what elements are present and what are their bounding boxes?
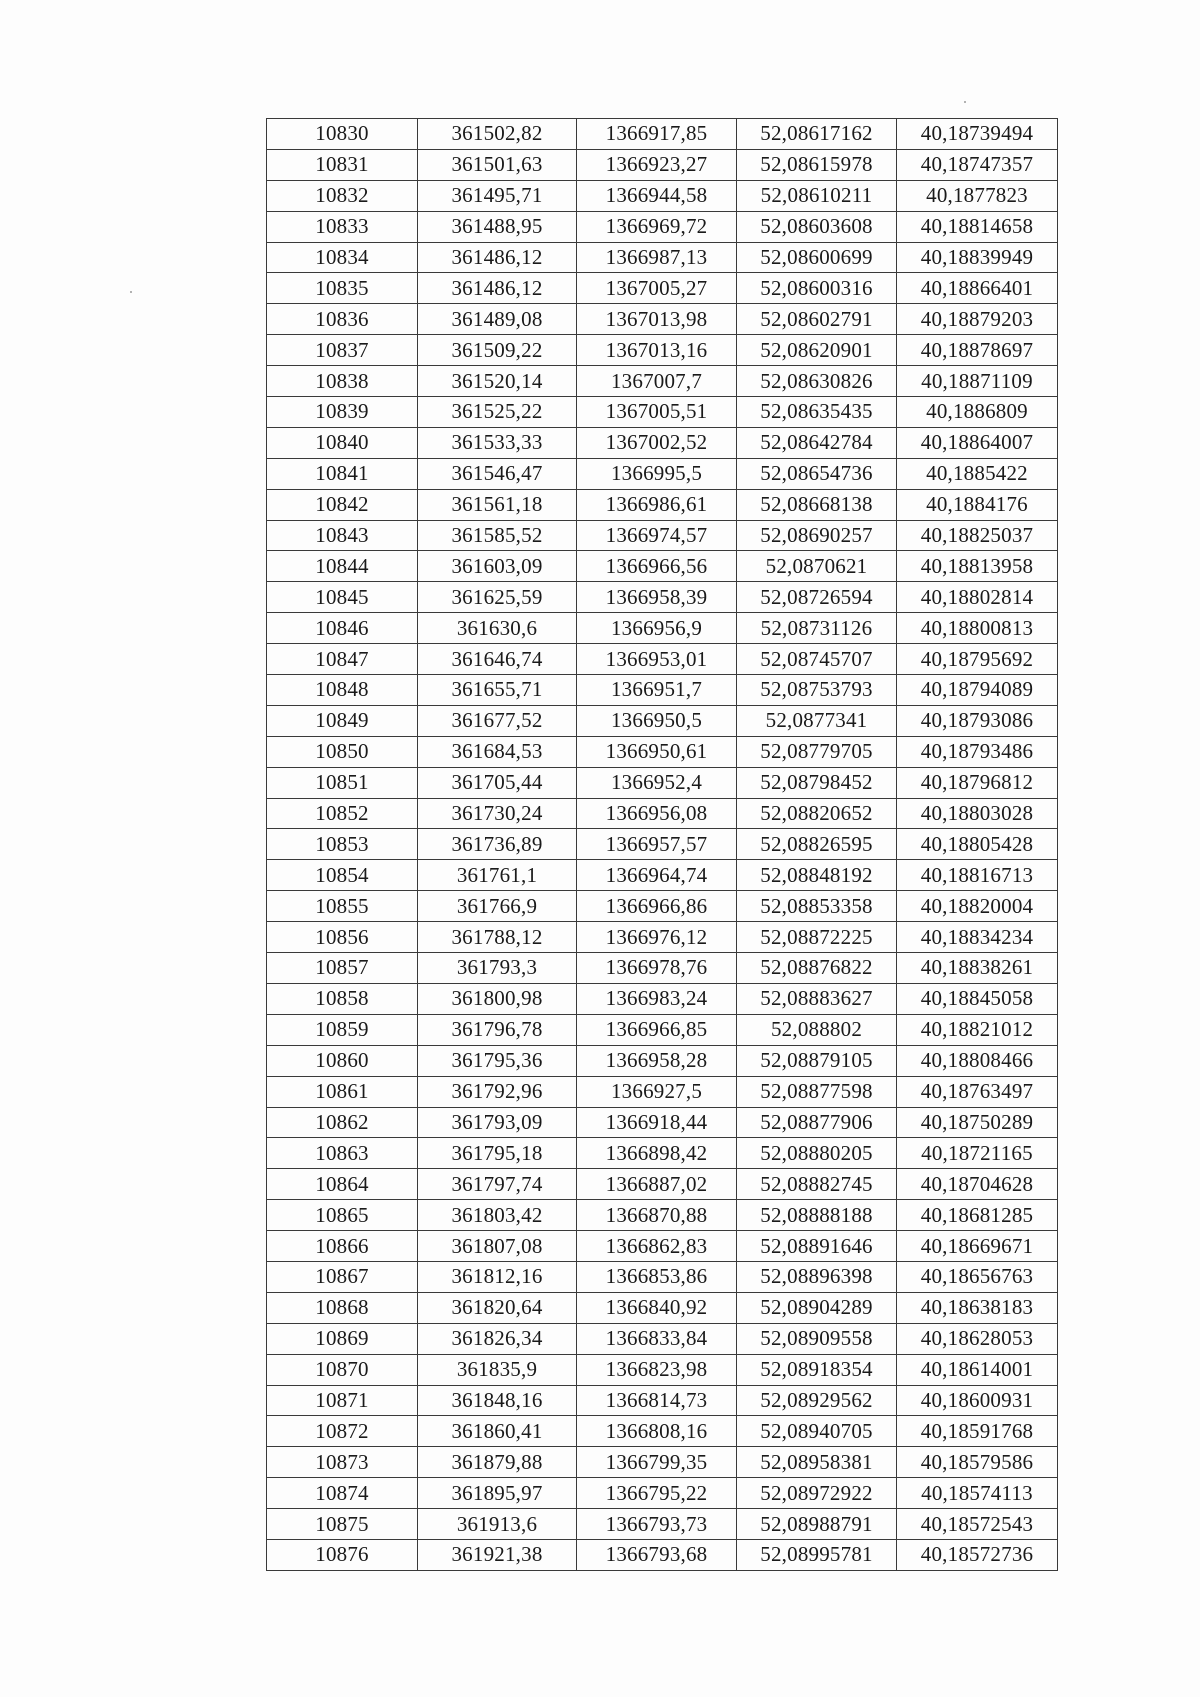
longitude-cell: 40,18579586 (897, 1447, 1058, 1478)
point-number-cell: 10844 (267, 551, 418, 582)
scan-speck (964, 101, 966, 103)
table-row (267, 1416, 1058, 1447)
table-row (267, 1076, 1058, 1107)
point-number-cell: 10875 (267, 1509, 418, 1540)
longitude-cell: 40,1884176 (897, 489, 1058, 520)
point-number-cell: 10856 (267, 922, 418, 953)
table-row (267, 582, 1058, 613)
point-number-cell: 10876 (267, 1539, 418, 1570)
x-coordinate-cell: 361792,96 (418, 1076, 577, 1107)
table-row (267, 242, 1058, 273)
x-coordinate-cell: 361797,74 (418, 1169, 577, 1200)
longitude-cell: 40,18864007 (897, 427, 1058, 458)
point-number-cell: 10854 (267, 860, 418, 891)
x-coordinate-cell: 361803,42 (418, 1200, 577, 1231)
y-coordinate-cell: 1366833,84 (577, 1323, 737, 1354)
point-number-cell: 10871 (267, 1385, 418, 1416)
table-row (267, 1231, 1058, 1262)
longitude-cell: 40,18803028 (897, 798, 1058, 829)
latitude-cell: 52,08896398 (737, 1261, 897, 1292)
point-number-cell: 10869 (267, 1323, 418, 1354)
latitude-cell: 52,08848192 (737, 860, 897, 891)
latitude-cell: 52,08615978 (737, 149, 897, 180)
point-number-cell: 10845 (267, 582, 418, 613)
longitude-cell: 40,18821012 (897, 1014, 1058, 1045)
longitude-cell: 40,18839949 (897, 242, 1058, 273)
y-coordinate-cell: 1366958,28 (577, 1045, 737, 1076)
table-row (267, 829, 1058, 860)
x-coordinate-cell: 361486,12 (418, 242, 577, 273)
longitude-cell: 40,18600931 (897, 1385, 1058, 1416)
x-coordinate-cell: 361879,88 (418, 1447, 577, 1478)
y-coordinate-cell: 1366995,5 (577, 458, 737, 489)
x-coordinate-cell: 361826,34 (418, 1323, 577, 1354)
longitude-cell: 40,18816713 (897, 860, 1058, 891)
latitude-cell: 52,08872225 (737, 922, 897, 953)
point-number-cell: 10833 (267, 211, 418, 242)
x-coordinate-cell: 361655,71 (418, 675, 577, 706)
y-coordinate-cell: 1366974,57 (577, 520, 737, 551)
latitude-cell: 52,08909558 (737, 1323, 897, 1354)
latitude-cell: 52,08882745 (737, 1169, 897, 1200)
x-coordinate-cell: 361761,1 (418, 860, 577, 891)
latitude-cell: 52,08891646 (737, 1231, 897, 1262)
latitude-cell: 52,08940705 (737, 1416, 897, 1447)
latitude-cell: 52,08798452 (737, 767, 897, 798)
y-coordinate-cell: 1366918,44 (577, 1107, 737, 1138)
x-coordinate-cell: 361502,82 (418, 119, 577, 150)
table-row (267, 1323, 1058, 1354)
latitude-cell: 52,08918354 (737, 1354, 897, 1385)
latitude-cell: 52,08826595 (737, 829, 897, 860)
x-coordinate-cell: 361489,08 (418, 304, 577, 335)
latitude-cell: 52,08600699 (737, 242, 897, 273)
coordinates-table (266, 118, 1058, 1571)
y-coordinate-cell: 1366917,85 (577, 119, 737, 150)
table-row (267, 922, 1058, 953)
y-coordinate-cell: 1366814,73 (577, 1385, 737, 1416)
longitude-cell: 40,18838261 (897, 953, 1058, 984)
point-number-cell: 10835 (267, 273, 418, 304)
y-coordinate-cell: 1366808,16 (577, 1416, 737, 1447)
latitude-cell: 52,08877598 (737, 1076, 897, 1107)
longitude-cell: 40,18813958 (897, 551, 1058, 582)
point-number-cell: 10870 (267, 1354, 418, 1385)
x-coordinate-cell: 361625,59 (418, 582, 577, 613)
y-coordinate-cell: 1366966,86 (577, 891, 737, 922)
longitude-cell: 40,18845058 (897, 983, 1058, 1014)
y-coordinate-cell: 1366793,68 (577, 1539, 737, 1570)
table-row (267, 211, 1058, 242)
x-coordinate-cell: 361520,14 (418, 366, 577, 397)
longitude-cell: 40,18747357 (897, 149, 1058, 180)
y-coordinate-cell: 1366923,27 (577, 149, 737, 180)
latitude-cell: 52,08603608 (737, 211, 897, 242)
point-number-cell: 10846 (267, 613, 418, 644)
point-number-cell: 10834 (267, 242, 418, 273)
y-coordinate-cell: 1367002,52 (577, 427, 737, 458)
table-row (267, 1014, 1058, 1045)
table-row (267, 983, 1058, 1014)
x-coordinate-cell: 361766,9 (418, 891, 577, 922)
x-coordinate-cell: 361533,33 (418, 427, 577, 458)
point-number-cell: 10838 (267, 366, 418, 397)
x-coordinate-cell: 361525,22 (418, 397, 577, 428)
y-coordinate-cell: 1366952,4 (577, 767, 737, 798)
latitude-cell: 52,08617162 (737, 119, 897, 150)
longitude-cell: 40,18793086 (897, 705, 1058, 736)
y-coordinate-cell: 1366950,61 (577, 736, 737, 767)
longitude-cell: 40,18572543 (897, 1509, 1058, 1540)
latitude-cell: 52,08600316 (737, 273, 897, 304)
longitude-cell: 40,18763497 (897, 1076, 1058, 1107)
longitude-cell: 40,18591768 (897, 1416, 1058, 1447)
point-number-cell: 10866 (267, 1231, 418, 1262)
point-number-cell: 10853 (267, 829, 418, 860)
latitude-cell: 52,08745707 (737, 644, 897, 675)
point-number-cell: 10857 (267, 953, 418, 984)
table-row (267, 1447, 1058, 1478)
table-row (267, 366, 1058, 397)
table-row (267, 427, 1058, 458)
y-coordinate-cell: 1366987,13 (577, 242, 737, 273)
latitude-cell: 52,08690257 (737, 520, 897, 551)
longitude-cell: 40,18796812 (897, 767, 1058, 798)
y-coordinate-cell: 1366944,58 (577, 180, 737, 211)
point-number-cell: 10868 (267, 1292, 418, 1323)
y-coordinate-cell: 1366956,08 (577, 798, 737, 829)
longitude-cell: 40,18871109 (897, 366, 1058, 397)
y-coordinate-cell: 1366840,92 (577, 1292, 737, 1323)
x-coordinate-cell: 361800,98 (418, 983, 577, 1014)
table-row (267, 1261, 1058, 1292)
x-coordinate-cell: 361501,63 (418, 149, 577, 180)
point-number-cell: 10832 (267, 180, 418, 211)
y-coordinate-cell: 1367013,16 (577, 335, 737, 366)
x-coordinate-cell: 361807,08 (418, 1231, 577, 1262)
x-coordinate-cell: 361603,09 (418, 551, 577, 582)
latitude-cell: 52,08820652 (737, 798, 897, 829)
point-number-cell: 10860 (267, 1045, 418, 1076)
x-coordinate-cell: 361820,64 (418, 1292, 577, 1323)
latitude-cell: 52,08988791 (737, 1509, 897, 1540)
longitude-cell: 40,18805428 (897, 829, 1058, 860)
point-number-cell: 10850 (267, 736, 418, 767)
x-coordinate-cell: 361488,95 (418, 211, 577, 242)
x-coordinate-cell: 361913,6 (418, 1509, 577, 1540)
x-coordinate-cell: 361630,6 (418, 613, 577, 644)
latitude-cell: 52,08888188 (737, 1200, 897, 1231)
table-row (267, 458, 1058, 489)
y-coordinate-cell: 1366966,85 (577, 1014, 737, 1045)
y-coordinate-cell: 1366793,73 (577, 1509, 737, 1540)
point-number-cell: 10874 (267, 1478, 418, 1509)
longitude-cell: 40,18802814 (897, 582, 1058, 613)
longitude-cell: 40,18834234 (897, 922, 1058, 953)
longitude-cell: 40,18739494 (897, 119, 1058, 150)
point-number-cell: 10863 (267, 1138, 418, 1169)
table-row (267, 273, 1058, 304)
table-row (267, 1138, 1058, 1169)
table-row (267, 1045, 1058, 1076)
point-number-cell: 10872 (267, 1416, 418, 1447)
table-row (267, 675, 1058, 706)
y-coordinate-cell: 1366951,7 (577, 675, 737, 706)
point-number-cell: 10843 (267, 520, 418, 551)
x-coordinate-cell: 361860,41 (418, 1416, 577, 1447)
x-coordinate-cell: 361793,09 (418, 1107, 577, 1138)
point-number-cell: 10862 (267, 1107, 418, 1138)
latitude-cell: 52,08883627 (737, 983, 897, 1014)
table-row (267, 798, 1058, 829)
table-row (267, 860, 1058, 891)
longitude-cell: 40,18574113 (897, 1478, 1058, 1509)
x-coordinate-cell: 361684,53 (418, 736, 577, 767)
table-row (267, 1354, 1058, 1385)
y-coordinate-cell: 1366887,02 (577, 1169, 737, 1200)
point-number-cell: 10867 (267, 1261, 418, 1292)
point-number-cell: 10837 (267, 335, 418, 366)
latitude-cell: 52,08853358 (737, 891, 897, 922)
longitude-cell: 40,18808466 (897, 1045, 1058, 1076)
latitude-cell: 52,08929562 (737, 1385, 897, 1416)
point-number-cell: 10841 (267, 458, 418, 489)
point-number-cell: 10861 (267, 1076, 418, 1107)
y-coordinate-cell: 1367005,27 (577, 273, 737, 304)
longitude-cell: 40,18704628 (897, 1169, 1058, 1200)
table-row (267, 520, 1058, 551)
latitude-cell: 52,08877906 (737, 1107, 897, 1138)
latitude-cell: 52,08879105 (737, 1045, 897, 1076)
latitude-cell: 52,088802 (737, 1014, 897, 1045)
table-row (267, 119, 1058, 150)
longitude-cell: 40,1885422 (897, 458, 1058, 489)
longitude-cell: 40,1886809 (897, 397, 1058, 428)
latitude-cell: 52,08876822 (737, 953, 897, 984)
y-coordinate-cell: 1366927,5 (577, 1076, 737, 1107)
y-coordinate-cell: 1366870,88 (577, 1200, 737, 1231)
y-coordinate-cell: 1366966,56 (577, 551, 737, 582)
y-coordinate-cell: 1367007,7 (577, 366, 737, 397)
table-row (267, 891, 1058, 922)
table-row (267, 1107, 1058, 1138)
y-coordinate-cell: 1366964,74 (577, 860, 737, 891)
point-number-cell: 10842 (267, 489, 418, 520)
latitude-cell: 52,0877341 (737, 705, 897, 736)
longitude-cell: 40,18638183 (897, 1292, 1058, 1323)
longitude-cell: 40,18879203 (897, 304, 1058, 335)
x-coordinate-cell: 361730,24 (418, 798, 577, 829)
x-coordinate-cell: 361646,74 (418, 644, 577, 675)
latitude-cell: 52,08668138 (737, 489, 897, 520)
longitude-cell: 40,18825037 (897, 520, 1058, 551)
longitude-cell: 40,1877823 (897, 180, 1058, 211)
point-number-cell: 10847 (267, 644, 418, 675)
table-row (267, 953, 1058, 984)
longitude-cell: 40,18795692 (897, 644, 1058, 675)
longitude-cell: 40,18572736 (897, 1539, 1058, 1570)
y-coordinate-cell: 1366853,86 (577, 1261, 737, 1292)
x-coordinate-cell: 361848,16 (418, 1385, 577, 1416)
latitude-cell: 52,08904289 (737, 1292, 897, 1323)
latitude-cell: 52,08972922 (737, 1478, 897, 1509)
x-coordinate-cell: 361788,12 (418, 922, 577, 953)
table-row (267, 551, 1058, 582)
y-coordinate-cell: 1366978,76 (577, 953, 737, 984)
table-row (267, 644, 1058, 675)
table-row (267, 304, 1058, 335)
longitude-cell: 40,18721165 (897, 1138, 1058, 1169)
latitude-cell: 52,08731126 (737, 613, 897, 644)
x-coordinate-cell: 361921,38 (418, 1539, 577, 1570)
y-coordinate-cell: 1366958,39 (577, 582, 737, 613)
y-coordinate-cell: 1366969,72 (577, 211, 737, 242)
longitude-cell: 40,18669671 (897, 1231, 1058, 1262)
point-number-cell: 10836 (267, 304, 418, 335)
table-row (267, 767, 1058, 798)
y-coordinate-cell: 1366823,98 (577, 1354, 737, 1385)
point-number-cell: 10848 (267, 675, 418, 706)
scan-speck (130, 291, 132, 293)
point-number-cell: 10859 (267, 1014, 418, 1045)
latitude-cell: 52,08995781 (737, 1539, 897, 1570)
latitude-cell: 52,08726594 (737, 582, 897, 613)
latitude-cell: 52,08654736 (737, 458, 897, 489)
table-row (267, 149, 1058, 180)
longitude-cell: 40,18656763 (897, 1261, 1058, 1292)
point-number-cell: 10851 (267, 767, 418, 798)
latitude-cell: 52,08958381 (737, 1447, 897, 1478)
longitude-cell: 40,18628053 (897, 1323, 1058, 1354)
x-coordinate-cell: 361509,22 (418, 335, 577, 366)
longitude-cell: 40,18750289 (897, 1107, 1058, 1138)
y-coordinate-cell: 1366983,24 (577, 983, 737, 1014)
longitude-cell: 40,18800813 (897, 613, 1058, 644)
table-row (267, 180, 1058, 211)
longitude-cell: 40,18878697 (897, 335, 1058, 366)
point-number-cell: 10831 (267, 149, 418, 180)
x-coordinate-cell: 361795,36 (418, 1045, 577, 1076)
point-number-cell: 10852 (267, 798, 418, 829)
y-coordinate-cell: 1366862,83 (577, 1231, 737, 1262)
x-coordinate-cell: 361561,18 (418, 489, 577, 520)
longitude-cell: 40,18681285 (897, 1200, 1058, 1231)
y-coordinate-cell: 1366976,12 (577, 922, 737, 953)
table-row (267, 397, 1058, 428)
point-number-cell: 10864 (267, 1169, 418, 1200)
y-coordinate-cell: 1366956,9 (577, 613, 737, 644)
x-coordinate-cell: 361486,12 (418, 273, 577, 304)
x-coordinate-cell: 361677,52 (418, 705, 577, 736)
point-number-cell: 10830 (267, 119, 418, 150)
point-number-cell: 10865 (267, 1200, 418, 1231)
latitude-cell: 52,08620901 (737, 335, 897, 366)
x-coordinate-cell: 361546,47 (418, 458, 577, 489)
table-row (267, 335, 1058, 366)
x-coordinate-cell: 361812,16 (418, 1261, 577, 1292)
x-coordinate-cell: 361835,9 (418, 1354, 577, 1385)
longitude-cell: 40,18614001 (897, 1354, 1058, 1385)
table-row (267, 705, 1058, 736)
x-coordinate-cell: 361793,3 (418, 953, 577, 984)
y-coordinate-cell: 1366950,5 (577, 705, 737, 736)
table-row (267, 1169, 1058, 1200)
latitude-cell: 52,08779705 (737, 736, 897, 767)
latitude-cell: 52,08630826 (737, 366, 897, 397)
x-coordinate-cell: 361585,52 (418, 520, 577, 551)
x-coordinate-cell: 361736,89 (418, 829, 577, 860)
point-number-cell: 10873 (267, 1447, 418, 1478)
y-coordinate-cell: 1366799,35 (577, 1447, 737, 1478)
x-coordinate-cell: 361495,71 (418, 180, 577, 211)
table-row (267, 736, 1058, 767)
longitude-cell: 40,18866401 (897, 273, 1058, 304)
table-row (267, 1539, 1058, 1570)
table-row (267, 1292, 1058, 1323)
latitude-cell: 52,08635435 (737, 397, 897, 428)
y-coordinate-cell: 1366898,42 (577, 1138, 737, 1169)
y-coordinate-cell: 1367013,98 (577, 304, 737, 335)
point-number-cell: 10840 (267, 427, 418, 458)
table-row (267, 1509, 1058, 1540)
coordinates-table-body (267, 119, 1058, 1571)
table-row (267, 613, 1058, 644)
x-coordinate-cell: 361796,78 (418, 1014, 577, 1045)
longitude-cell: 40,18814658 (897, 211, 1058, 242)
table-row (267, 1478, 1058, 1509)
x-coordinate-cell: 361795,18 (418, 1138, 577, 1169)
x-coordinate-cell: 361705,44 (418, 767, 577, 798)
latitude-cell: 52,0870621 (737, 551, 897, 582)
point-number-cell: 10839 (267, 397, 418, 428)
longitude-cell: 40,18794089 (897, 675, 1058, 706)
y-coordinate-cell: 1366986,61 (577, 489, 737, 520)
y-coordinate-cell: 1366795,22 (577, 1478, 737, 1509)
point-number-cell: 10849 (267, 705, 418, 736)
latitude-cell: 52,08610211 (737, 180, 897, 211)
longitude-cell: 40,18820004 (897, 891, 1058, 922)
table-row (267, 1200, 1058, 1231)
latitude-cell: 52,08753793 (737, 675, 897, 706)
y-coordinate-cell: 1367005,51 (577, 397, 737, 428)
point-number-cell: 10855 (267, 891, 418, 922)
latitude-cell: 52,08642784 (737, 427, 897, 458)
table-row (267, 1385, 1058, 1416)
longitude-cell: 40,18793486 (897, 736, 1058, 767)
y-coordinate-cell: 1366953,01 (577, 644, 737, 675)
x-coordinate-cell: 361895,97 (418, 1478, 577, 1509)
point-number-cell: 10858 (267, 983, 418, 1014)
latitude-cell: 52,08880205 (737, 1138, 897, 1169)
latitude-cell: 52,08602791 (737, 304, 897, 335)
y-coordinate-cell: 1366957,57 (577, 829, 737, 860)
table-row (267, 489, 1058, 520)
